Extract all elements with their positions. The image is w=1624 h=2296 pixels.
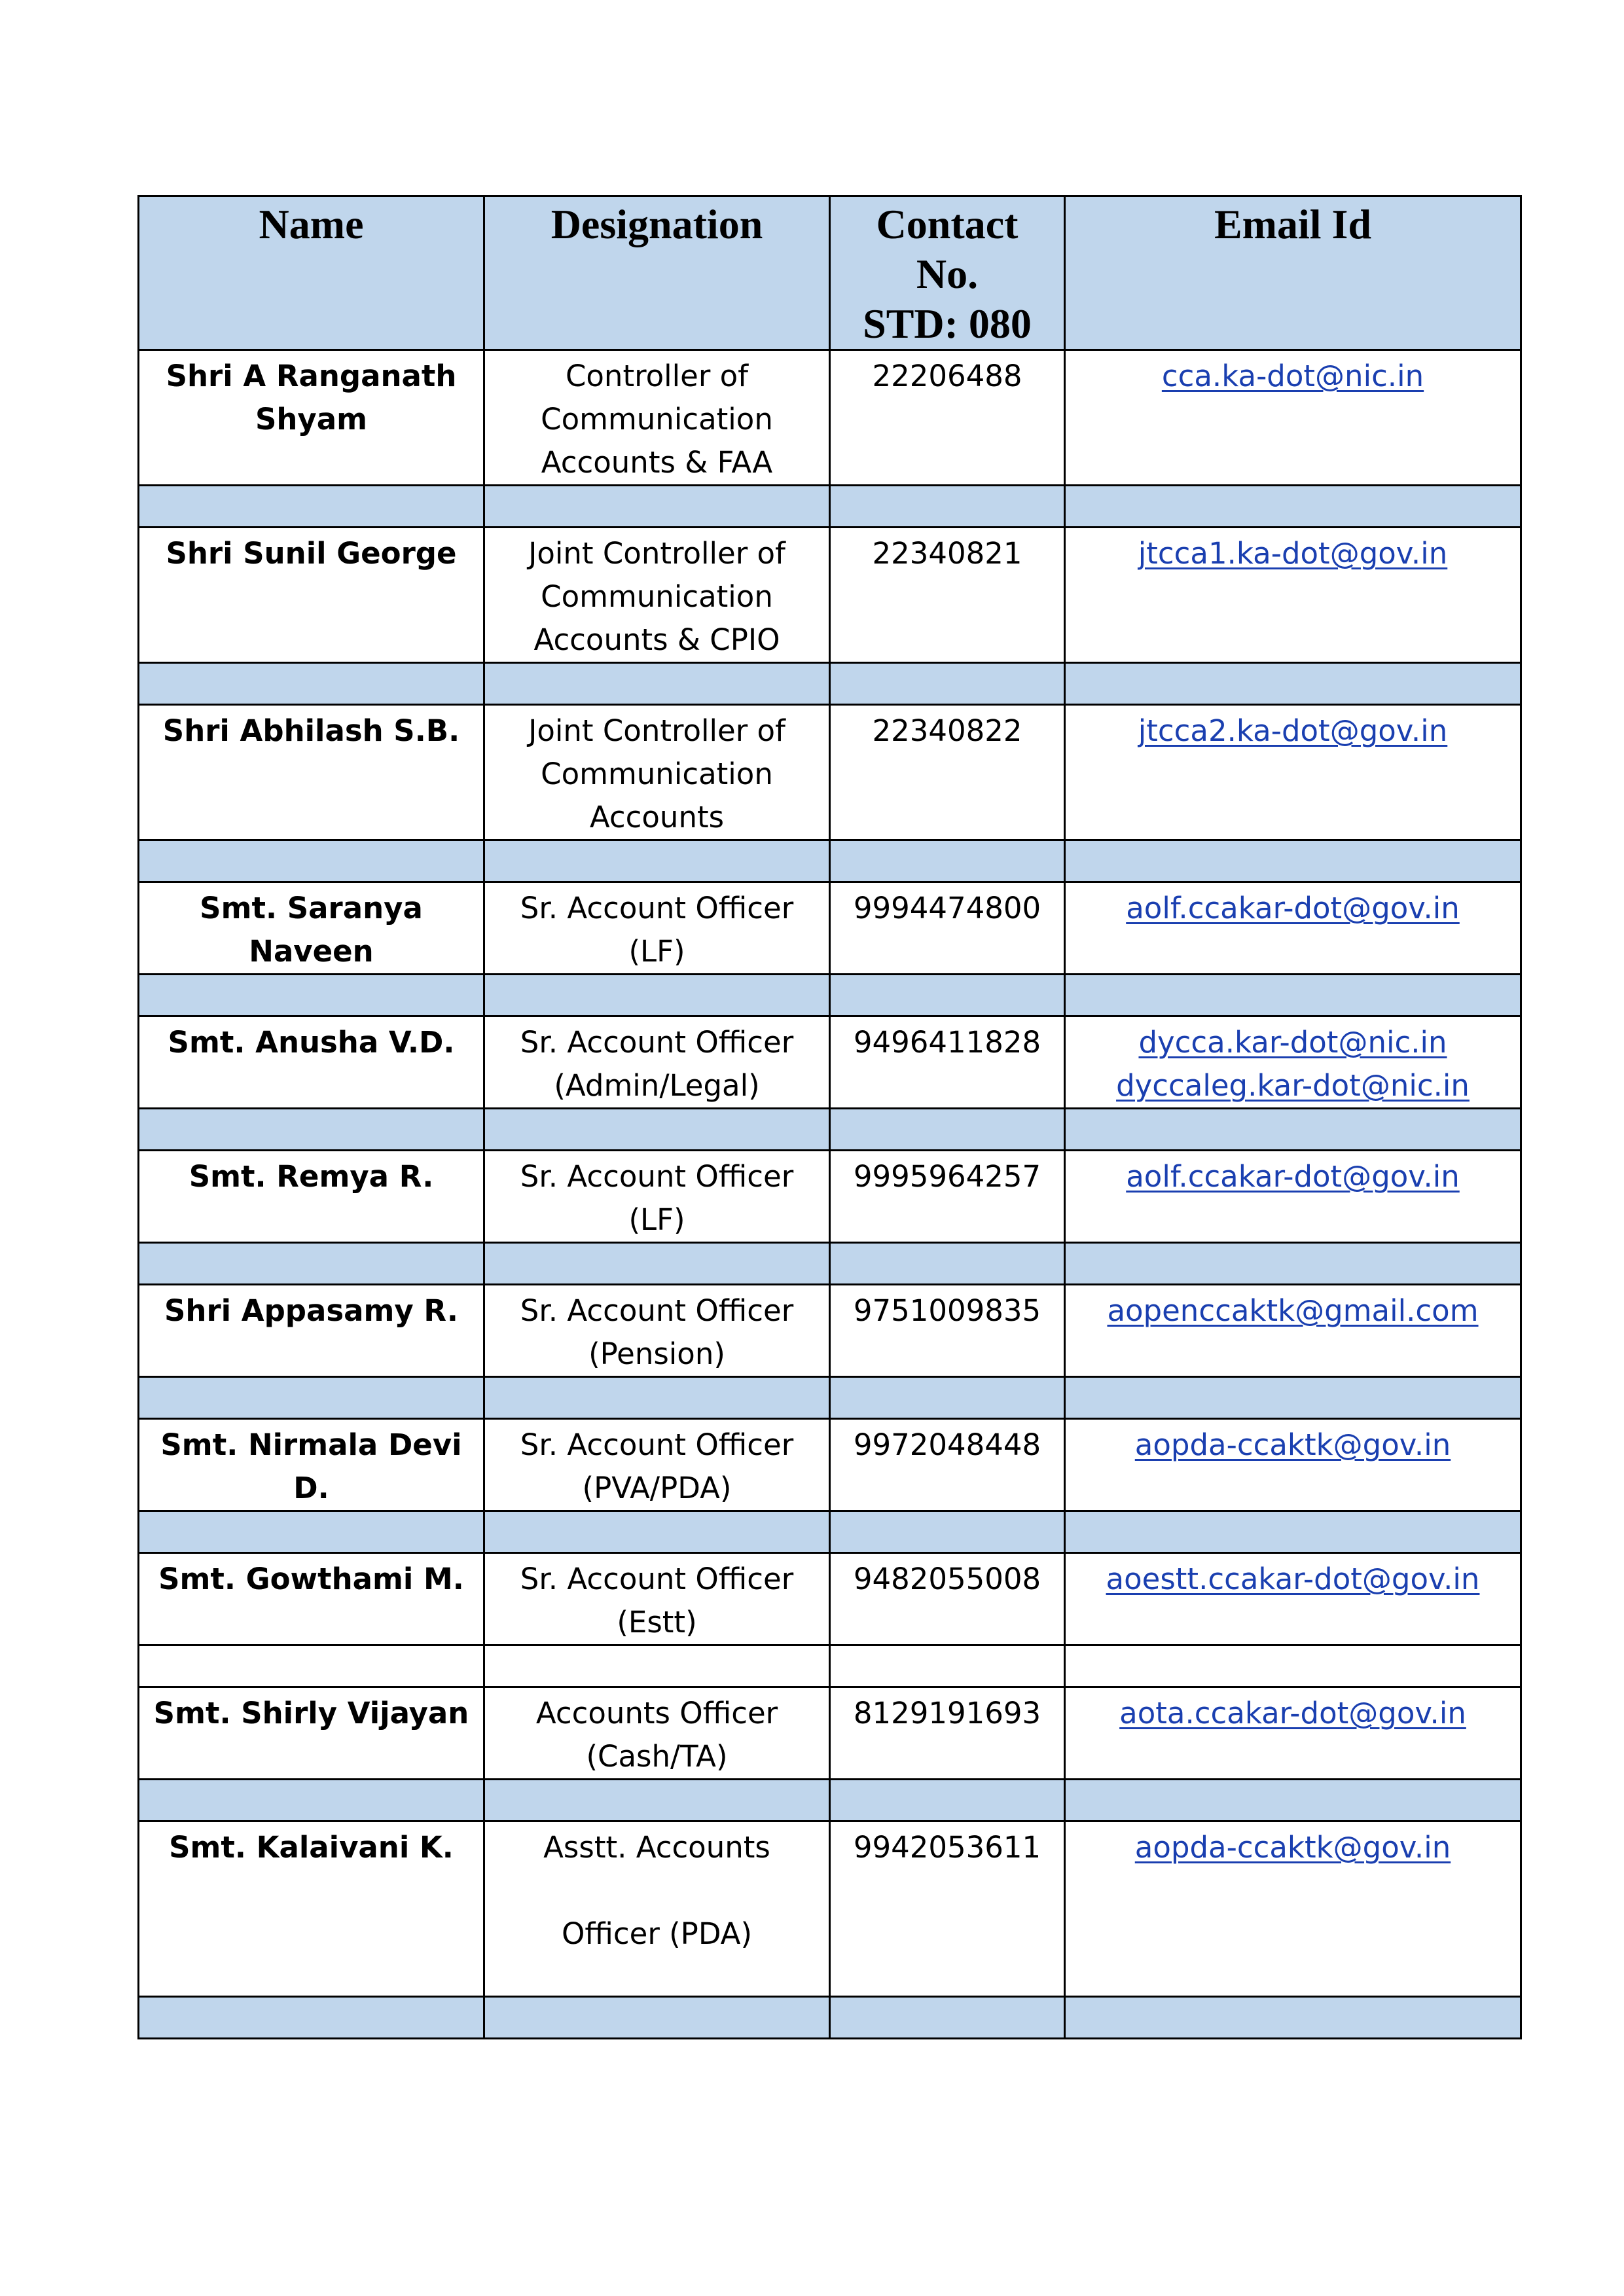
contact-number: 9482055008	[853, 1562, 1041, 1596]
spacer-row	[139, 1377, 1521, 1419]
spacer-cell	[484, 975, 830, 1016]
cell-contact	[830, 1419, 1065, 1511]
header-email: Email Id	[1065, 196, 1521, 350]
email-link[interactable]: jtcca2.ka-dot@gov.in	[1138, 713, 1448, 748]
contact-number: 8129191693	[853, 1696, 1041, 1731]
designation-text: (Estt)	[617, 1605, 697, 1640]
table-row	[139, 1553, 1521, 1645]
cell-designation	[484, 1151, 830, 1243]
cell-email	[1065, 1016, 1521, 1109]
spacer-cell	[830, 1243, 1065, 1285]
cell-email	[1065, 528, 1521, 663]
cell-contact	[830, 1553, 1065, 1645]
cell-email	[1065, 350, 1521, 486]
cell-name	[139, 1419, 484, 1511]
contact-number: 22206488	[872, 359, 1022, 393]
cell-contact	[830, 705, 1065, 840]
cell-email	[1065, 1553, 1521, 1645]
name-text: Smt. Anusha V.D.	[168, 1025, 455, 1060]
spacer-row	[139, 663, 1521, 705]
cell-email	[1065, 882, 1521, 975]
designation-text: (PVA/PDA)	[582, 1471, 732, 1505]
spacer-cell	[139, 1377, 484, 1419]
designation-text: Sr. Account Officer	[520, 891, 794, 925]
contact-number: 22340822	[872, 713, 1022, 748]
designation-text: (LF)	[628, 934, 685, 969]
contact-number: 9995964257	[853, 1159, 1041, 1194]
designation-text: Sr. Account Officer	[520, 1427, 794, 1462]
spacer-cell	[830, 1780, 1065, 1821]
name-text: Smt. Kalaivani K.	[169, 1830, 454, 1865]
cell-email	[1065, 1419, 1521, 1511]
spacer-cell	[830, 1377, 1065, 1419]
designation-text: Communication	[541, 402, 773, 437]
table-row	[139, 1016, 1521, 1109]
spacer-cell	[1065, 1109, 1521, 1151]
cell-name	[139, 1016, 484, 1109]
spacer-cell	[1065, 975, 1521, 1016]
cell-designation	[484, 1821, 830, 1997]
spacer-cell	[139, 1645, 484, 1687]
spacer-cell	[830, 1997, 1065, 2039]
cell-contact	[830, 350, 1065, 486]
designation-text: Sr. Account Officer	[520, 1025, 794, 1060]
table-row	[139, 1821, 1521, 1997]
spacer-cell	[1065, 1780, 1521, 1821]
spacer-row	[139, 1997, 1521, 2039]
cell-designation	[484, 1419, 830, 1511]
email-link[interactable]: aopenccaktk@gmail.com	[1107, 1293, 1479, 1328]
email-link[interactable]: cca.ka-dot@nic.in	[1161, 359, 1424, 393]
email-link[interactable]: aoestt.ccakar-dot@gov.in	[1106, 1562, 1480, 1596]
spacer-cell	[1065, 663, 1521, 705]
contact-number: 22340821	[872, 536, 1022, 571]
designation-text: Joint Controller of	[528, 713, 785, 748]
designation-text: Sr. Account Officer	[520, 1293, 794, 1328]
contacts-table	[137, 195, 1522, 2039]
contact-number: 9942053611	[853, 1830, 1041, 1865]
cell-designation	[484, 350, 830, 486]
name-text: Smt. Remya R.	[189, 1159, 434, 1194]
table-row	[139, 1687, 1521, 1780]
spacer-cell	[830, 840, 1065, 882]
email-link[interactable]: aota.ccakar-dot@gov.in	[1119, 1696, 1466, 1731]
name-text: Smt. Saranya Naveen	[200, 891, 423, 969]
cell-name	[139, 1821, 484, 1997]
name-text: Shri Appasamy R.	[164, 1293, 458, 1328]
designation-text: (LF)	[628, 1202, 685, 1237]
designation-text: (Admin/Legal)	[554, 1068, 760, 1103]
cell-name	[139, 705, 484, 840]
cell-designation	[484, 1553, 830, 1645]
cell-contact	[830, 1151, 1065, 1243]
cell-designation	[484, 1016, 830, 1109]
designation-text: Communication	[541, 579, 773, 614]
email-link[interactable]: aolf.ccakar-dot@gov.in	[1126, 1159, 1460, 1194]
spacer-cell	[484, 1109, 830, 1151]
designation-text: Sr. Account Officer	[520, 1562, 794, 1596]
header-designation: Designation	[484, 196, 830, 350]
cell-name	[139, 882, 484, 975]
designation-text: (Cash/TA)	[586, 1739, 728, 1774]
spacer-cell	[139, 840, 484, 882]
designation-text: Accounts	[589, 800, 725, 834]
spacer-cell	[830, 1511, 1065, 1553]
designation-text: Officer (PDA)	[561, 1916, 753, 1951]
cell-contact	[830, 1687, 1065, 1780]
table-row	[139, 882, 1521, 975]
cell-email	[1065, 705, 1521, 840]
cell-name	[139, 1687, 484, 1780]
cell-designation	[484, 528, 830, 663]
name-text: Smt. Nirmala Devi D.	[160, 1427, 462, 1505]
table-row	[139, 350, 1521, 486]
spacer-cell	[139, 1780, 484, 1821]
designation-text: Joint Controller of	[528, 536, 785, 571]
header-row	[139, 196, 1521, 350]
spacer-cell	[1065, 486, 1521, 528]
spacer-cell	[1065, 1243, 1521, 1285]
spacer-row	[139, 486, 1521, 528]
spacer-cell	[484, 1997, 830, 2039]
contact-number: 9496411828	[853, 1025, 1041, 1060]
cell-designation	[484, 1687, 830, 1780]
contact-number: 9751009835	[853, 1293, 1041, 1328]
cell-designation	[484, 882, 830, 975]
spacer-row	[139, 1109, 1521, 1151]
cell-email	[1065, 1821, 1521, 1997]
designation-text: Communication	[541, 757, 773, 791]
spacer-cell	[830, 486, 1065, 528]
cell-contact	[830, 1821, 1065, 1997]
spacer-row	[139, 1645, 1521, 1687]
designation-text	[489, 1869, 825, 1912]
cell-name	[139, 350, 484, 486]
designation-text: Accounts & FAA	[541, 445, 773, 480]
header-contact: Contact No. STD: 080	[830, 196, 1065, 350]
spacer-cell	[484, 1780, 830, 1821]
email-link[interactable]: aolf.ccakar-dot@gov.in	[1126, 891, 1460, 925]
cell-contact	[830, 1285, 1065, 1377]
cell-designation	[484, 705, 830, 840]
designation-text: (Pension)	[588, 1336, 725, 1371]
spacer-cell	[484, 840, 830, 882]
spacer-cell	[484, 1645, 830, 1687]
cell-name	[139, 1553, 484, 1645]
contact-number: 9972048448	[853, 1427, 1041, 1462]
table-row	[139, 1151, 1521, 1243]
spacer-cell	[139, 1243, 484, 1285]
spacer-row	[139, 1511, 1521, 1553]
cell-email	[1065, 1151, 1521, 1243]
cell-name	[139, 1151, 484, 1243]
email-link[interactable]: dyccaleg.kar-dot@nic.in	[1116, 1068, 1470, 1103]
contact-number: 9994474800	[853, 891, 1041, 925]
name-text: Shri Sunil George	[166, 536, 457, 571]
name-text: Shri A Ranganath	[166, 359, 457, 393]
cell-contact	[830, 882, 1065, 975]
table-row	[139, 705, 1521, 840]
spacer-cell	[139, 663, 484, 705]
cell-email	[1065, 1285, 1521, 1377]
designation-text: Accounts & CPIO	[533, 622, 780, 657]
name-text: Shri Abhilash S.B.	[162, 713, 460, 748]
table-row	[139, 1285, 1521, 1377]
spacer-cell	[830, 1645, 1065, 1687]
cell-name	[139, 1285, 484, 1377]
table-row	[139, 528, 1521, 663]
spacer-cell	[1065, 1997, 1521, 2039]
spacer-cell	[484, 663, 830, 705]
email-link[interactable]: jtcca1.ka-dot@gov.in	[1138, 536, 1448, 571]
email-link[interactable]: aopda-ccaktk@gov.in	[1134, 1427, 1451, 1462]
spacer-cell	[484, 1377, 830, 1419]
spacer-cell	[484, 486, 830, 528]
table-row	[139, 1419, 1521, 1511]
spacer-cell	[1065, 1511, 1521, 1553]
spacer-cell	[139, 1997, 484, 2039]
spacer-row	[139, 840, 1521, 882]
name-text: Smt. Gowthami M.	[158, 1562, 464, 1596]
spacer-cell	[830, 1109, 1065, 1151]
designation-text: Accounts Officer	[535, 1696, 778, 1731]
spacer-cell	[830, 663, 1065, 705]
email-link[interactable]: aopda-ccaktk@gov.in	[1134, 1830, 1451, 1865]
name-text: Shyam	[255, 402, 368, 437]
name-text: Smt. Shirly Vijayan	[153, 1696, 469, 1731]
designation-text: Sr. Account Officer	[520, 1159, 794, 1194]
cell-email	[1065, 1687, 1521, 1780]
cell-name	[139, 528, 484, 663]
spacer-cell	[830, 975, 1065, 1016]
designation-text: Asstt. Accounts	[543, 1830, 770, 1865]
cell-contact	[830, 1016, 1065, 1109]
spacer-cell	[1065, 1645, 1521, 1687]
spacer-cell	[139, 975, 484, 1016]
spacer-row	[139, 975, 1521, 1016]
spacer-cell	[139, 1109, 484, 1151]
spacer-cell	[484, 1243, 830, 1285]
spacer-row	[139, 1243, 1521, 1285]
cell-designation	[484, 1285, 830, 1377]
email-link[interactable]: dycca.kar-dot@nic.in	[1138, 1025, 1447, 1060]
spacer-row	[139, 1780, 1521, 1821]
header-name: Name	[139, 196, 484, 350]
spacer-cell	[139, 1511, 484, 1553]
spacer-cell	[1065, 1377, 1521, 1419]
spacer-cell	[139, 486, 484, 528]
designation-text: Controller of	[565, 359, 749, 393]
spacer-cell	[1065, 840, 1521, 882]
cell-contact	[830, 528, 1065, 663]
spacer-cell	[484, 1511, 830, 1553]
